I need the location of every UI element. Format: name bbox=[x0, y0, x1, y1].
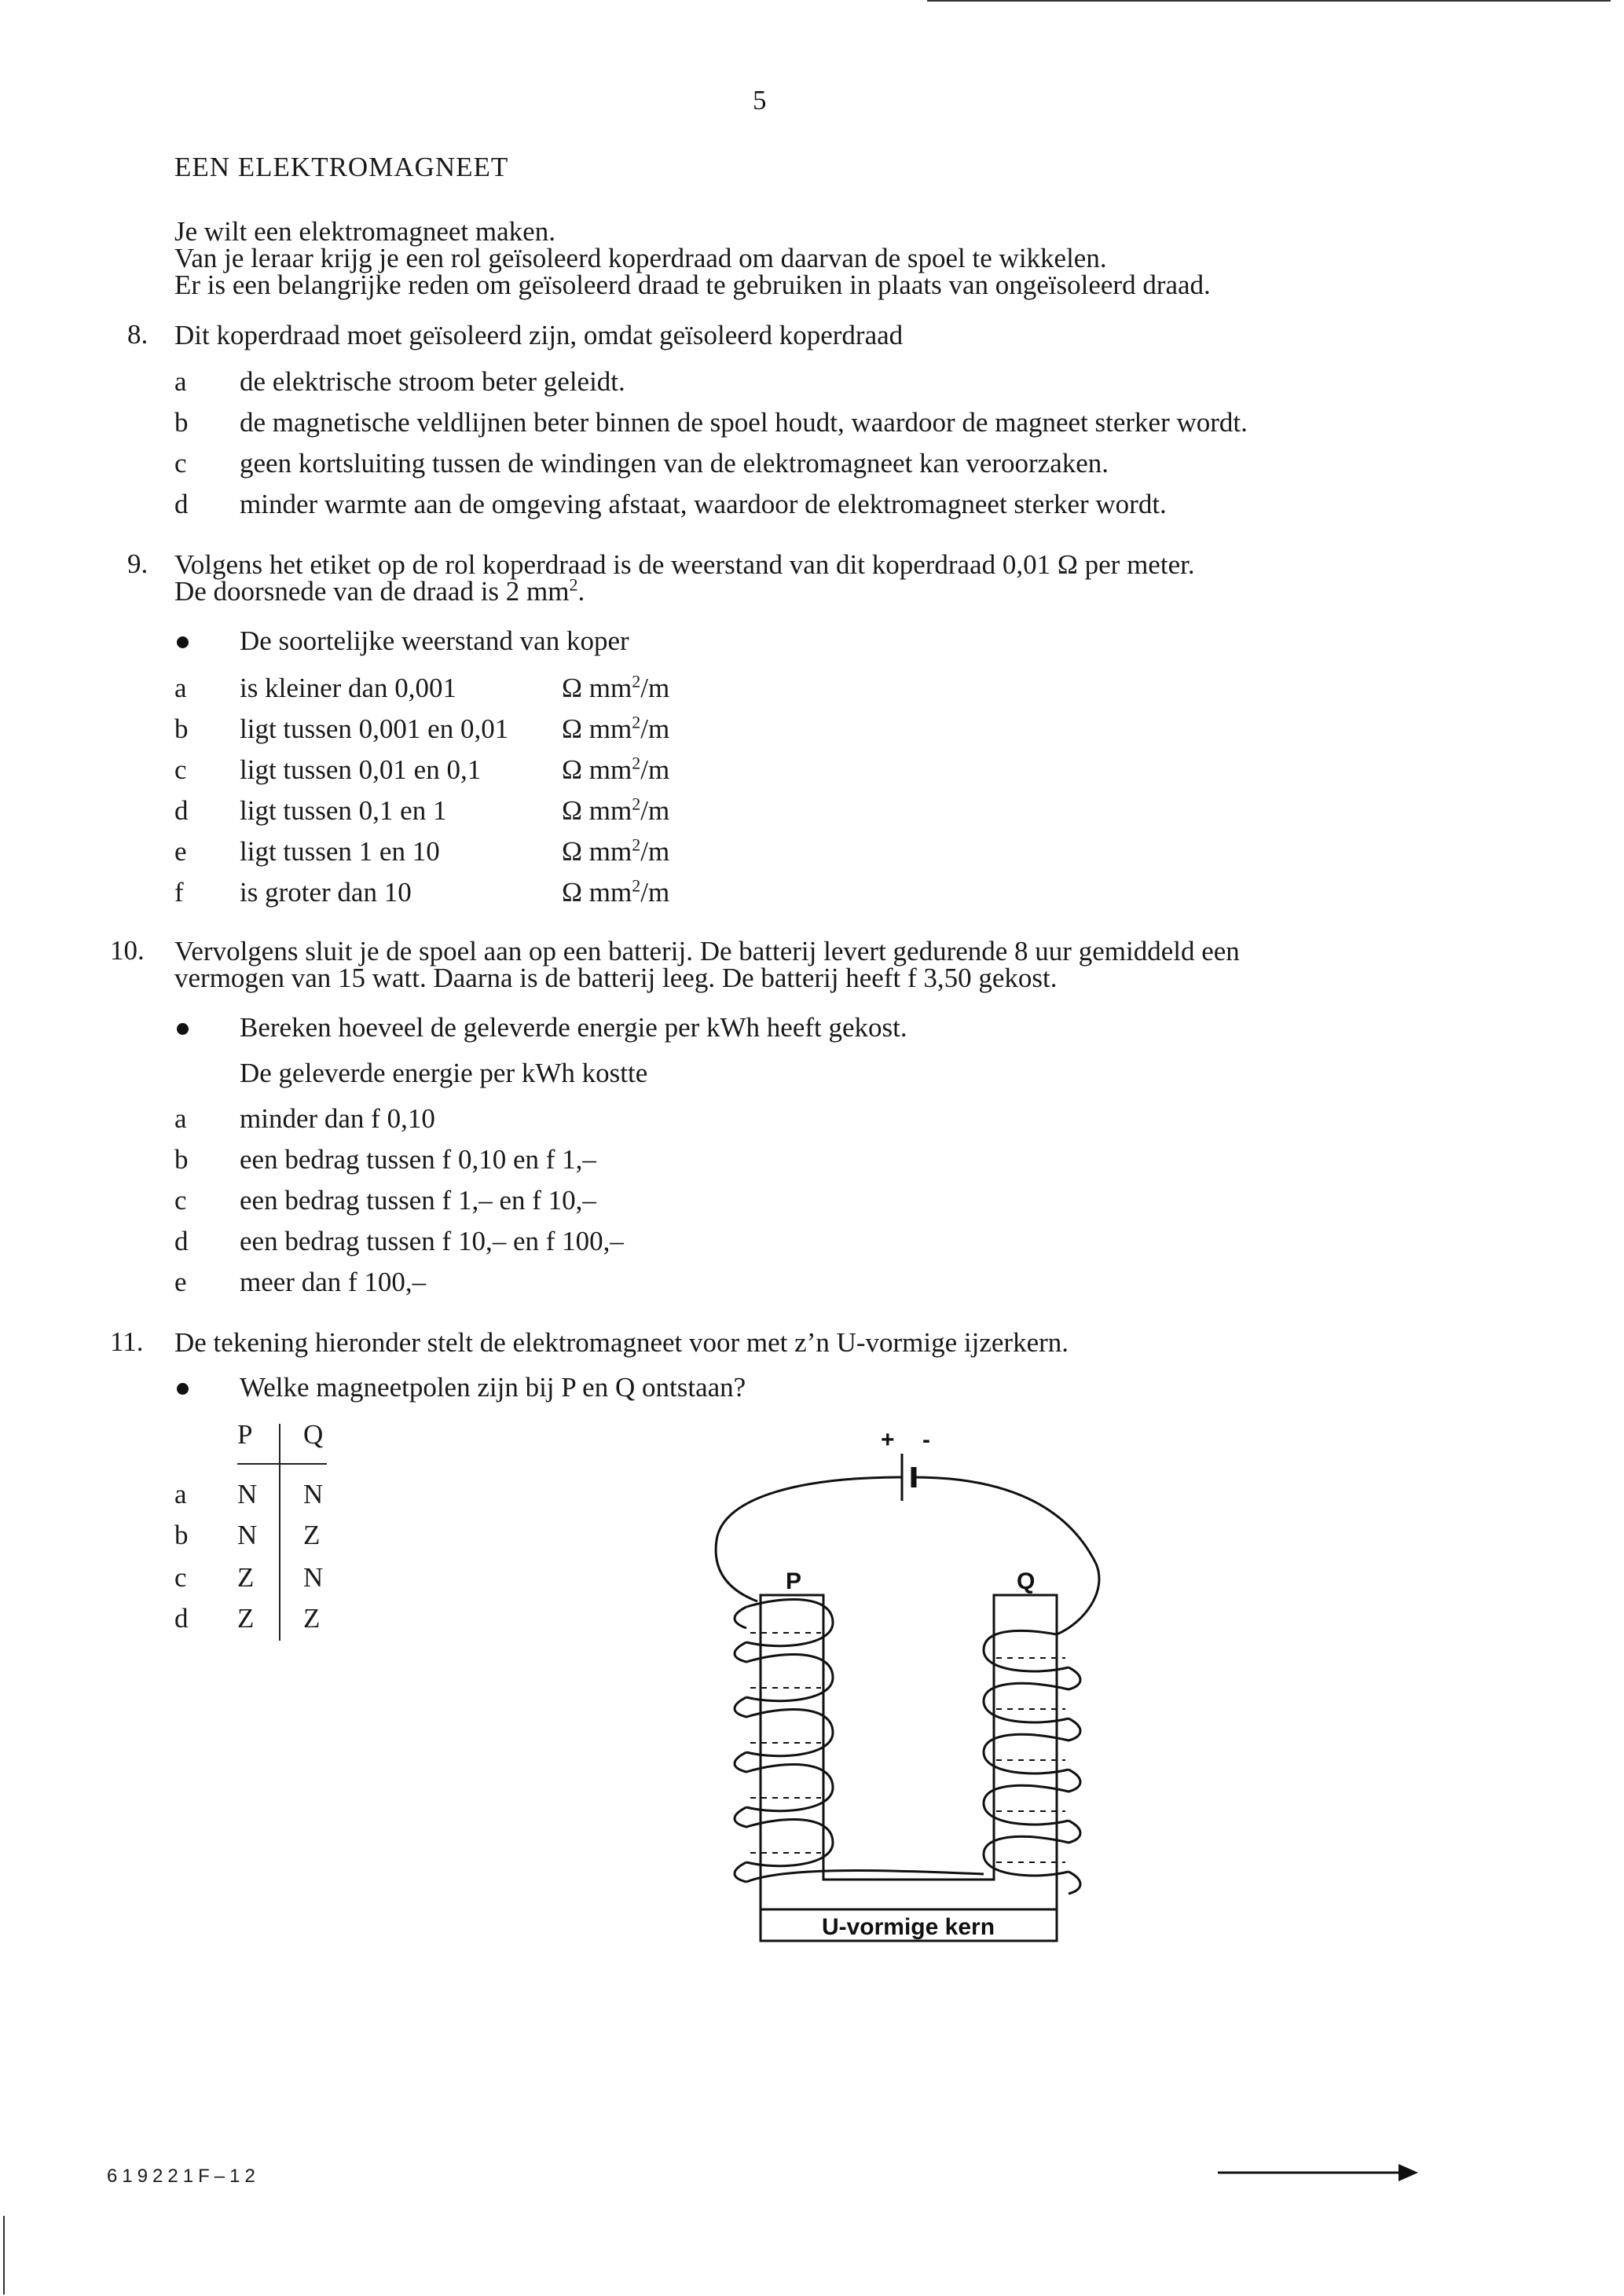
q11-header-p: P bbox=[237, 1419, 253, 1450]
q10-lead: De geleverde energie per kWh kostte bbox=[240, 1058, 648, 1088]
q10-option-e-label: e bbox=[174, 1267, 187, 1297]
q11-header-q: Q bbox=[303, 1419, 324, 1450]
battery-plus-label: + bbox=[881, 1427, 895, 1453]
q9-task: De soortelijke weerstand van koper bbox=[240, 625, 629, 656]
q10-option-e-text: meer dan f 100,– bbox=[240, 1267, 427, 1297]
q9-option-c-label: c bbox=[174, 754, 187, 785]
core-label: U-vormige kern bbox=[821, 1914, 995, 1940]
q8-option-c-label: c bbox=[174, 448, 187, 479]
q9-option-b-unit: Ω $mm^2/m$ bbox=[562, 712, 670, 744]
left-edge-mark bbox=[3, 2216, 5, 2294]
pole-label-p: P bbox=[786, 1568, 802, 1594]
next-page-arrow-icon bbox=[1218, 2161, 1422, 2184]
q10-option-c-label: c bbox=[174, 1185, 187, 1216]
q9-bullet bbox=[177, 636, 189, 648]
question-10-stem-line-1: Vervolgens sluit je de spoel aan op een batterij. De batterij levert gedurende 8 uur gemiddeld een bbox=[174, 936, 1240, 966]
section-title: EEN ELEKTROMAGNEET bbox=[174, 152, 509, 182]
intro-line-3: Er is een belangrijke reden om geïsoleerd draad te gebruiken in plaats van ongeïsoleerd draad. bbox=[174, 270, 1211, 300]
question-9-stem-line-2: De doorsnede van de draad is 2 $mm^2$. bbox=[174, 574, 585, 607]
battery-minus-label: - bbox=[922, 1427, 930, 1453]
q10-option-d-text: een bedrag tussen f 10,– en f 100,– bbox=[240, 1226, 624, 1256]
q11-row-a-p: N bbox=[237, 1479, 258, 1509]
page-number: 5 bbox=[753, 85, 767, 116]
q11-row-d-p: Z bbox=[237, 1603, 255, 1634]
question-11-stem: De tekening hieronder stelt de elektromagneet voor met z’n U-vormige ijzerkern. bbox=[174, 1327, 1069, 1358]
q11-row-c-label: c bbox=[174, 1562, 187, 1593]
q8-option-b-label: b bbox=[174, 407, 189, 438]
q11-bullet bbox=[177, 1383, 189, 1395]
left-coil bbox=[735, 1599, 833, 1882]
q8-option-b-text: de magnetische veldlijnen beter binnen de spoel houdt, waardoor de magneet sterker wordt. bbox=[240, 407, 1248, 438]
q8-option-a-label: a bbox=[174, 366, 187, 397]
q9-option-a-label: a bbox=[174, 673, 187, 703]
q9-option-e-label: e bbox=[174, 836, 187, 867]
electromagnet-figure bbox=[691, 1422, 1116, 1964]
q9-option-a-unit: Ω $mm^2/m$ bbox=[562, 671, 670, 703]
q11-table-hrule bbox=[237, 1463, 327, 1465]
q10-option-c-text: een bedrag tussen f 1,– en f 10,– bbox=[240, 1185, 596, 1216]
pole-label-q: Q bbox=[1017, 1568, 1036, 1594]
intro-line-1: Je wilt een elektromagneet maken. bbox=[174, 216, 555, 247]
q11-row-d-label: d bbox=[174, 1603, 189, 1634]
q8-option-c-text: geen kortsluiting tussen de windingen van de elektromagneet kan veroorzaken. bbox=[240, 448, 1109, 479]
q11-row-c-p: Z bbox=[237, 1562, 255, 1593]
right-coil-hidden bbox=[996, 1658, 1065, 1862]
q9-option-c-text: ligt tussen 0,01 en 0,1 bbox=[240, 754, 482, 785]
u-core-outer bbox=[761, 1595, 1057, 1941]
q10-option-b-label: b bbox=[174, 1144, 189, 1175]
question-11-number: 11. bbox=[110, 1326, 144, 1357]
footer-code: 619221F–12 bbox=[107, 2166, 260, 2187]
q11-row-d-q: Z bbox=[303, 1603, 321, 1634]
q11-row-a-q: N bbox=[303, 1479, 324, 1509]
q11-task: Welke magneetpolen zijn bij P en Q ontstaan? bbox=[240, 1372, 746, 1403]
q10-option-a-label: a bbox=[174, 1103, 187, 1134]
q11-row-b-q: Z bbox=[303, 1520, 321, 1550]
q9-option-f-unit: Ω $mm^2/m$ bbox=[562, 875, 670, 908]
q10-bullet bbox=[177, 1023, 189, 1035]
intro-line-2: Van je leraar krijg je een rol geïsoleerd koperdraad om daarvan de spoel te wikkelen. bbox=[174, 243, 1107, 273]
q9-option-a-text: is kleiner dan 0,001 bbox=[240, 673, 457, 703]
question-10-stem-line-2: vermogen van 15 watt. Daarna is de batterij leeg. De batterij heeft f 3,50 gekost. bbox=[174, 963, 1058, 993]
q9-option-e-text: ligt tussen 1 en 10 bbox=[240, 836, 440, 867]
wire-left bbox=[716, 1477, 902, 1601]
right-coil bbox=[984, 1630, 1080, 1894]
question-9-number: 9. bbox=[127, 548, 148, 579]
q9-option-f-text: is groter dan 10 bbox=[240, 877, 412, 908]
question-8-number: 8. bbox=[127, 319, 148, 350]
q11-table-vrule bbox=[279, 1424, 280, 1641]
q9-option-b-label: b bbox=[174, 713, 189, 744]
q11-row-b-label: b bbox=[174, 1520, 189, 1550]
question-10-number: 10. bbox=[110, 935, 145, 966]
q9-option-f-label: f bbox=[174, 877, 184, 908]
q9-option-d-label: d bbox=[174, 795, 189, 826]
top-rule bbox=[927, 0, 1611, 2]
wire-right bbox=[914, 1477, 1099, 1634]
q10-option-d-label: d bbox=[174, 1226, 189, 1256]
q11-row-a-label: a bbox=[174, 1479, 187, 1509]
question-9-stem-line-1: Volgens het etiket op de rol koperdraad is de weerstand van dit koperdraad 0,01 Ω per meter. bbox=[174, 549, 1195, 580]
q8-option-a-text: de elektrische stroom beter geleidt. bbox=[240, 366, 625, 397]
q9-option-c-unit: Ω $mm^2/m$ bbox=[562, 753, 670, 785]
q9-option-d-text: ligt tussen 0,1 en 1 bbox=[240, 795, 447, 826]
q9-option-d-unit: Ω $mm^2/m$ bbox=[562, 794, 670, 826]
q11-row-b-p: N bbox=[237, 1520, 258, 1550]
q10-option-b-text: een bedrag tussen f 0,10 en f 1,– bbox=[240, 1144, 596, 1175]
q8-option-d-label: d bbox=[174, 489, 189, 519]
q10-option-a-text: minder dan f 0,10 bbox=[240, 1103, 435, 1134]
q11-row-c-q: N bbox=[303, 1562, 324, 1593]
q9-option-e-unit: Ω $mm^2/m$ bbox=[562, 834, 670, 867]
q9-option-b-text: ligt tussen 0,001 en 0,01 bbox=[240, 713, 509, 744]
q10-task: Bereken hoeveel de geleverde energie per kWh heeft gekost. bbox=[240, 1012, 907, 1043]
question-8-stem: Dit koperdraad moet geïsoleerd zijn, omdat geïsoleerd koperdraad bbox=[174, 320, 904, 350]
q8-option-d-text: minder warmte aan de omgeving afstaat, waardoor de elektromagneet sterker wordt. bbox=[240, 489, 1167, 519]
